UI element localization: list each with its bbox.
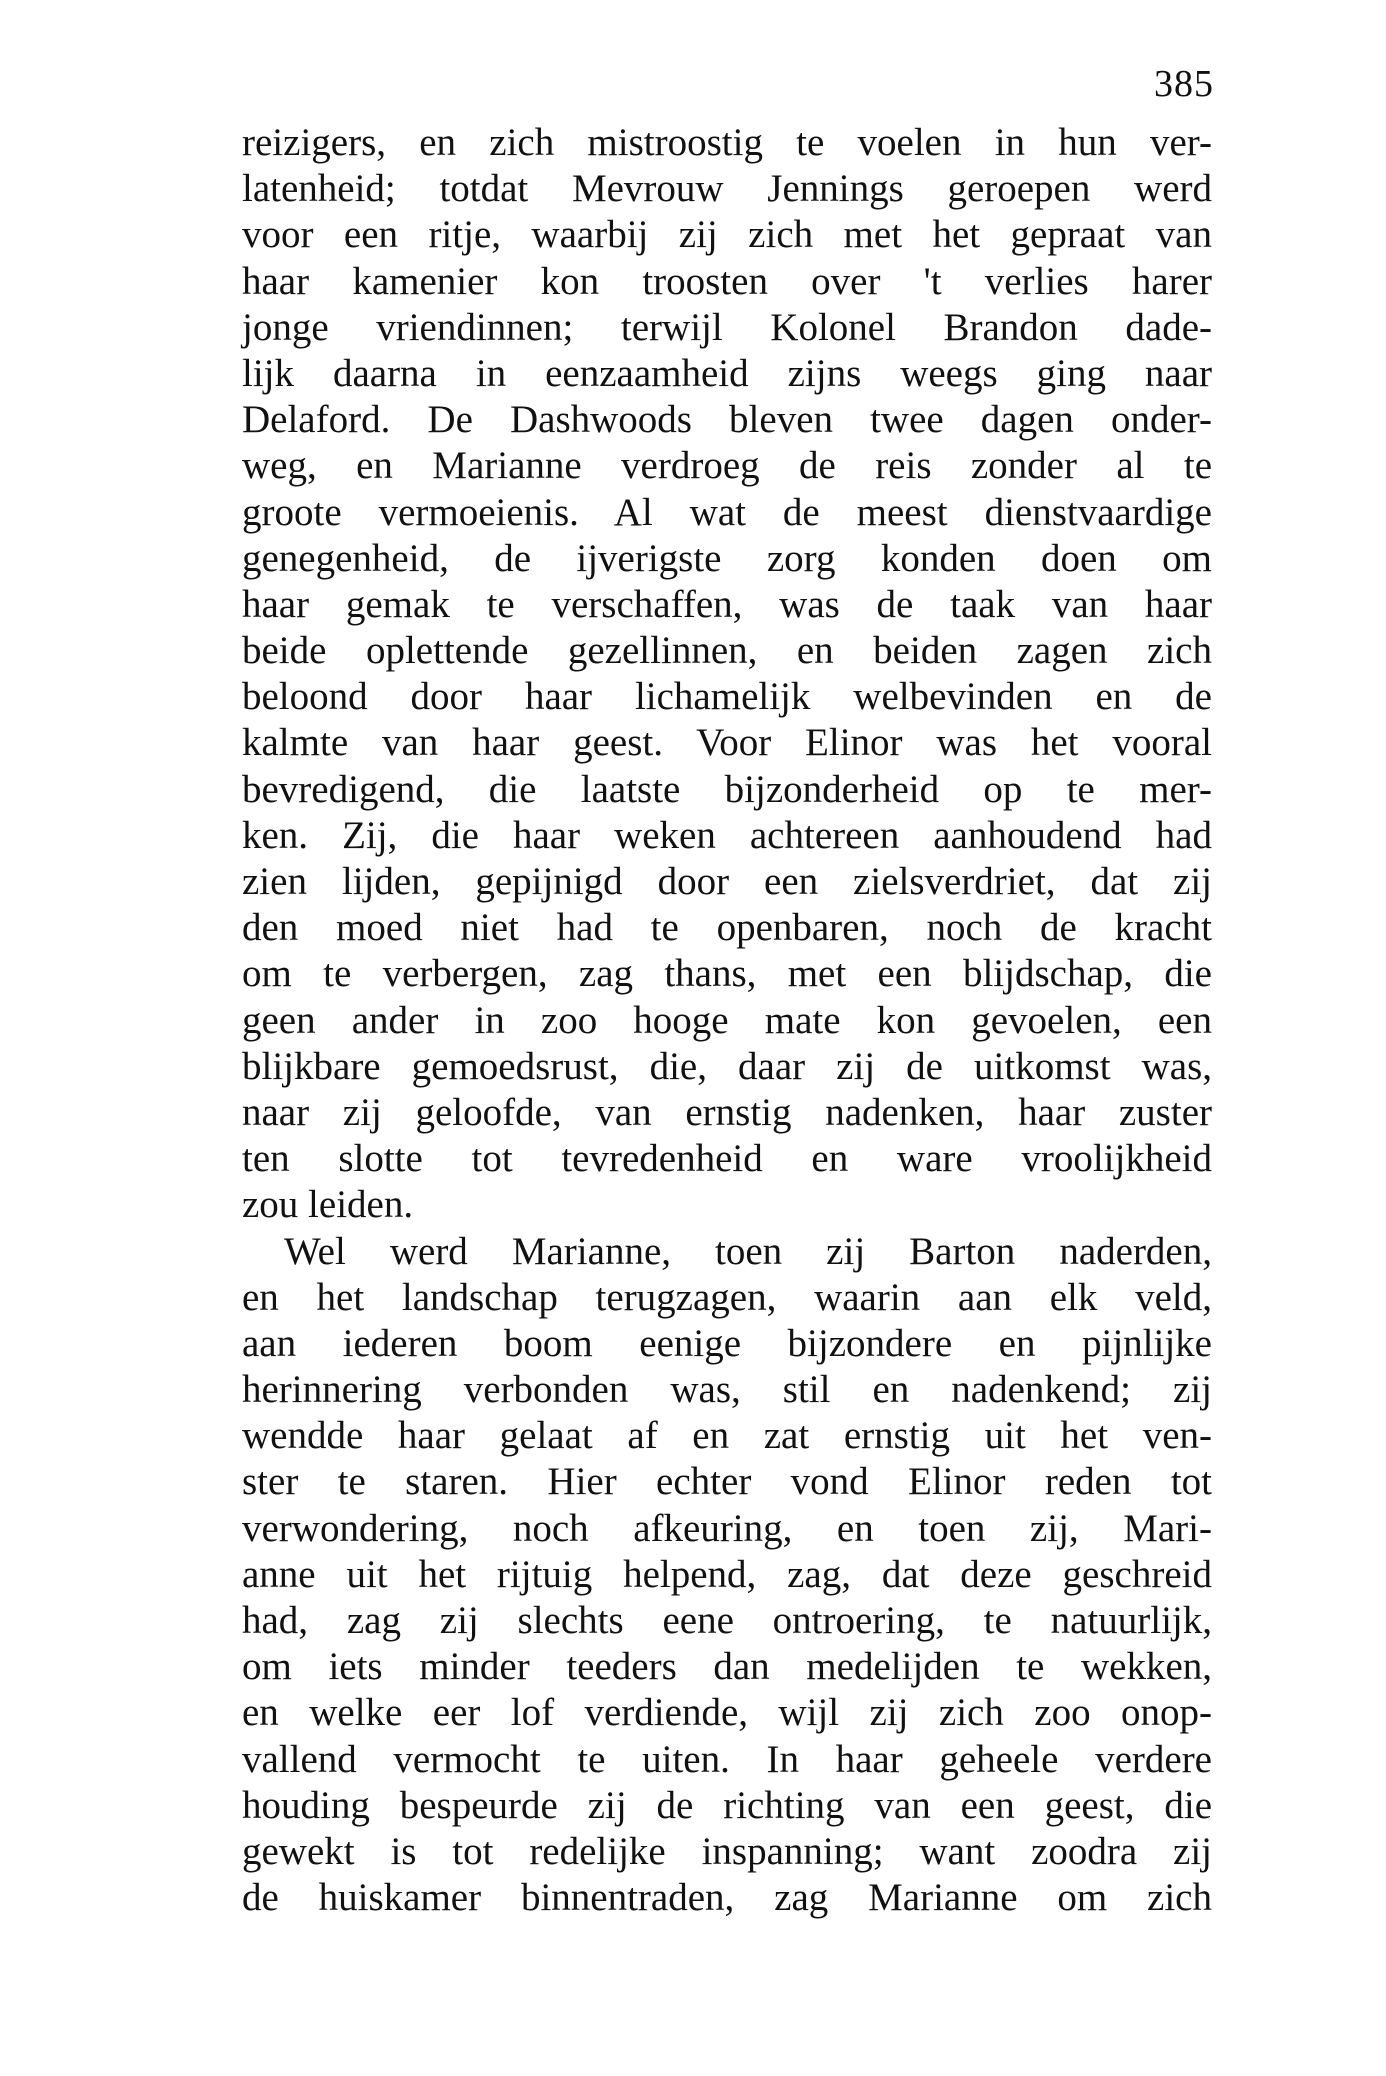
- text-line: anne uit het rijtuig helpend, zag, dat deze geschreid: [242, 1552, 1212, 1596]
- text-line: wendde haar gelaat af en zat ernstig uit het ven-: [242, 1414, 1212, 1458]
- text-line: weg, en Marianne verdroeg de reis zonder al te: [242, 444, 1212, 488]
- text-line: jonge vriendinnen; terwijl Kolonel Brandon dade-: [242, 305, 1212, 349]
- page-number: 385: [1154, 63, 1214, 105]
- text-line: kalmte van haar geest. Voor Elinor was het vooral: [242, 721, 1212, 765]
- text-line: gewekt is tot redelijke inspanning; want zoodra zij: [242, 1829, 1212, 1873]
- text-line: latenheid; totdat Mevrouw Jennings geroepen werd: [242, 167, 1212, 211]
- text-line: voor een ritje, waarbij zij zich met het gepraat van: [242, 213, 1212, 257]
- text-line: den moed niet had te openbaren, noch de kracht: [242, 906, 1212, 950]
- text-line: blijkbare gemoedsrust, die, daar zij de uitkomst was,: [242, 1044, 1212, 1088]
- text-line: beide oplettende gezellinnen, en beiden zagen zich: [242, 629, 1212, 673]
- text-line: herinnering verbonden was, stil en nadenkend; zij: [242, 1368, 1212, 1412]
- body-text: [242, 120, 1212, 1921]
- text-line: haar kamenier kon troosten over 't verlies harer: [242, 259, 1212, 303]
- paragraph-end-line: zou leiden.: [242, 1183, 414, 1227]
- text-line: groote vermoeienis. Al wat de meest dienstvaardige: [242, 490, 1212, 534]
- text-line: om te verbergen, zag thans, met een blijdschap, die: [242, 952, 1212, 996]
- text-line: de huiskamer binnentraden, zag Marianne om zich: [242, 1876, 1212, 1920]
- text-line: om iets minder teeders dan medelijden te wekken,: [242, 1645, 1212, 1689]
- text-line: Delaford. De Dashwoods bleven twee dagen onder-: [242, 398, 1212, 442]
- text-line: en het landschap terugzagen, waarin aan elk veld,: [242, 1275, 1212, 1319]
- paragraph-start-line: Wel werd Marianne, toen zij Barton naderden,: [284, 1229, 1212, 1273]
- text-line: had, zag zij slechts eene ontroering, te natuurlijk,: [242, 1599, 1212, 1642]
- text-line: lijk daarna in eenzaamheid zijns weegs ging naar: [242, 351, 1212, 395]
- text-line: geen ander in zoo hooge mate kon gevoelen, een: [242, 998, 1212, 1042]
- text-line: aan iederen boom eenige bijzondere en pijnlijke: [242, 1321, 1212, 1365]
- text-line: verwondering, noch afkeuring, en toen zij, Mari-: [242, 1506, 1212, 1550]
- text-line: naar zij geloofde, van ernstig nadenken, haar zuster: [242, 1090, 1212, 1134]
- text-line: ster te staren. Hier echter vond Elinor reden tot: [242, 1460, 1212, 1504]
- text-line: haar gemak te verschaffen, was de taak van haar: [242, 582, 1212, 626]
- text-line: zien lijden, gepijnigd door een zielsverdriet, dat zij: [242, 860, 1212, 903]
- text-line: ten slotte tot tevredenheid en ware vroolijkheid: [242, 1137, 1212, 1181]
- text-line: reizigers, en zich mistroostig te voelen in hun ver-: [242, 121, 1212, 164]
- text-line: en welke eer lof verdiende, wijl zij zich zoo onop-: [242, 1691, 1212, 1735]
- text-line: bevredigend, die laatste bijzonderheid op te mer-: [242, 767, 1212, 811]
- text-line: ken. Zij, die haar weken achtereen aanhoudend had: [242, 813, 1212, 857]
- text-line: beloond door haar lichamelijk welbevinden en de: [242, 675, 1212, 719]
- text-line: vallend vermocht te uiten. In haar geheele verdere: [242, 1737, 1212, 1781]
- text-line: genegenheid, de ijverigste zorg konden doen om: [242, 536, 1212, 580]
- text-line: houding bespeurde zij de richting van een geest, die: [242, 1783, 1212, 1827]
